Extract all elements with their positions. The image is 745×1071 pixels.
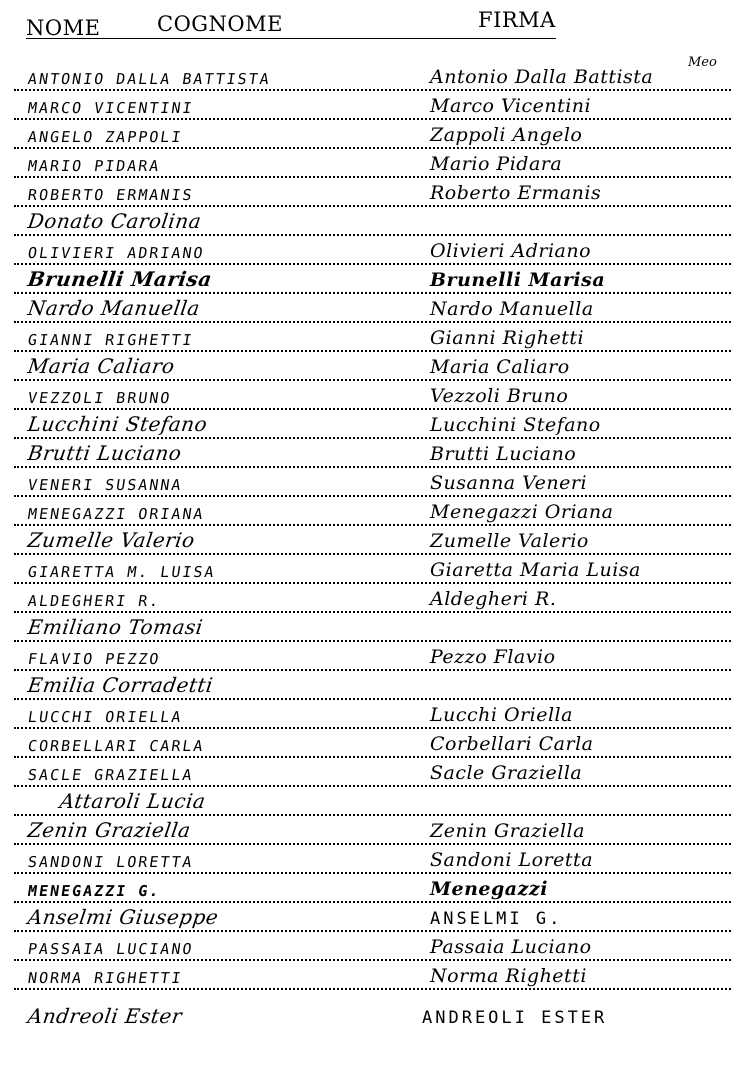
person-signature: Zappoli Angelo (430, 124, 583, 146)
person-signature: ANDREOLI ESTER (422, 1008, 608, 1028)
person-signature: Nardo Manuella (430, 298, 594, 320)
table-row (0, 265, 745, 294)
person-signature: Vezzoli Bruno (430, 385, 569, 407)
table-row (0, 700, 745, 729)
person-signature: Maria Caliaro (430, 356, 570, 378)
table-row (0, 236, 745, 265)
person-name: ROBERTO ERMANIS (26, 186, 195, 204)
table-row (0, 352, 745, 381)
person-name: Maria Caliaro (26, 354, 177, 378)
person-name: Attaroli Lucia (58, 789, 208, 813)
person-signature: Passaia Luciano (430, 936, 592, 958)
person-name: Andreoli Ester (26, 1004, 184, 1028)
person-signature: Marco Vicentini (430, 95, 592, 117)
table-row (0, 729, 745, 758)
person-signature: Giaretta Maria Luisa (430, 559, 641, 581)
table-row (0, 816, 745, 845)
person-name: ANGELO ZAPPOLI (26, 128, 184, 146)
person-name: Emilia Corradetti (26, 673, 215, 697)
table-row (0, 468, 745, 497)
table-row (0, 381, 745, 410)
person-name: SACLE GRAZIELLA (26, 766, 195, 784)
person-name: MENEGAZZI G. (26, 882, 162, 900)
table-row (0, 1002, 745, 1031)
margin-note: Meo (688, 55, 717, 70)
table-row (0, 874, 745, 903)
table-row (0, 758, 745, 787)
person-signature: ANSELMI G. (430, 909, 563, 929)
table-row (0, 62, 745, 91)
person-name: MENEGAZZI ORIANA (26, 505, 206, 523)
table-row (0, 91, 745, 120)
person-name: Brutti Luciano (26, 441, 184, 465)
person-name: Nardo Manuella (26, 296, 202, 320)
person-name: ANTONIO DALLA BATTISTA (26, 70, 272, 88)
person-signature: Norma Righetti (430, 965, 587, 987)
person-signature: Susanna Veneri (430, 472, 588, 494)
person-signature: Menegazzi (430, 878, 548, 900)
table-row (0, 178, 745, 207)
person-signature: Roberto Ermanis (430, 182, 602, 204)
person-name: VEZZOLI BRUNO (26, 389, 173, 407)
person-signature: Corbellari Carla (430, 733, 594, 755)
person-name: VENERI SUSANNA (26, 476, 184, 494)
table-row (0, 294, 745, 323)
person-name: NORMA RIGHETTI (26, 969, 184, 987)
person-name: Donato Carolina (26, 209, 203, 233)
person-signature: Sacle Graziella (430, 762, 583, 784)
person-name: Anselmi Giuseppe (26, 905, 221, 929)
person-signature: Sandoni Loretta (430, 849, 594, 871)
person-signature: Lucchi Oriella (430, 704, 573, 726)
person-name: ALDEGHERI R. (26, 592, 162, 610)
person-signature: Menegazzi Oriana (430, 501, 614, 523)
person-name: MARCO VICENTINI (26, 99, 195, 117)
person-signature: Antonio Dalla Battista (430, 66, 654, 88)
person-signature: Lucchini Stefano (430, 414, 601, 436)
person-name: PASSAIA LUCIANO (26, 940, 195, 958)
person-name: Zumelle Valerio (26, 528, 197, 552)
person-signature: Olivieri Adriano (430, 240, 592, 262)
header-firma: FIRMA (478, 8, 556, 32)
table-header (0, 8, 745, 42)
person-name: Zenin Graziella (26, 818, 193, 842)
table-row (0, 932, 745, 961)
table-row (0, 613, 745, 642)
table-row (0, 120, 745, 149)
person-signature: Brutti Luciano (430, 443, 577, 465)
table-row (0, 555, 745, 584)
person-name: GIARETTA M. LUISA (26, 563, 217, 581)
person-signature: Gianni Righetti (430, 327, 585, 349)
table-row (0, 787, 745, 816)
table-row (0, 497, 745, 526)
table-row (0, 323, 745, 352)
person-signature: Brunelli Marisa (430, 269, 606, 291)
person-name: SANDONI LORETTA (26, 853, 195, 871)
person-name: LUCCHI ORIELLA (26, 708, 184, 726)
header-cognome: COGNOME (157, 12, 283, 36)
table-row (0, 207, 745, 236)
person-signature: Zenin Graziella (430, 820, 585, 842)
header-nome: NOME (26, 16, 101, 40)
person-name: Lucchini Stefano (26, 412, 209, 436)
table-row (0, 642, 745, 671)
person-name: GIANNI RIGHETTI (26, 331, 195, 349)
dotted-line (14, 988, 731, 990)
table-row (0, 845, 745, 874)
person-signature: Zumelle Valerio (430, 530, 589, 552)
person-signature: Mario Pidara (430, 153, 563, 175)
table-row (0, 410, 745, 439)
table-row (0, 526, 745, 555)
table-row (0, 149, 745, 178)
person-name: Brunelli Marisa (26, 267, 214, 291)
header-underline (26, 38, 556, 39)
table-row (0, 671, 745, 700)
table-row (0, 584, 745, 613)
person-signature: Aldegheri R. (430, 588, 557, 610)
person-name: FLAVIO PEZZO (26, 650, 162, 668)
person-name: CORBELLARI CARLA (26, 737, 206, 755)
person-signature: Pezzo Flavio (430, 646, 556, 668)
table-row (0, 439, 745, 468)
person-name: OLIVIERI ADRIANO (26, 244, 206, 262)
table-row (0, 961, 745, 990)
table-row (0, 903, 745, 932)
person-name: MARIO PIDARA (26, 157, 162, 175)
person-name: Emiliano Tomasi (26, 615, 205, 639)
